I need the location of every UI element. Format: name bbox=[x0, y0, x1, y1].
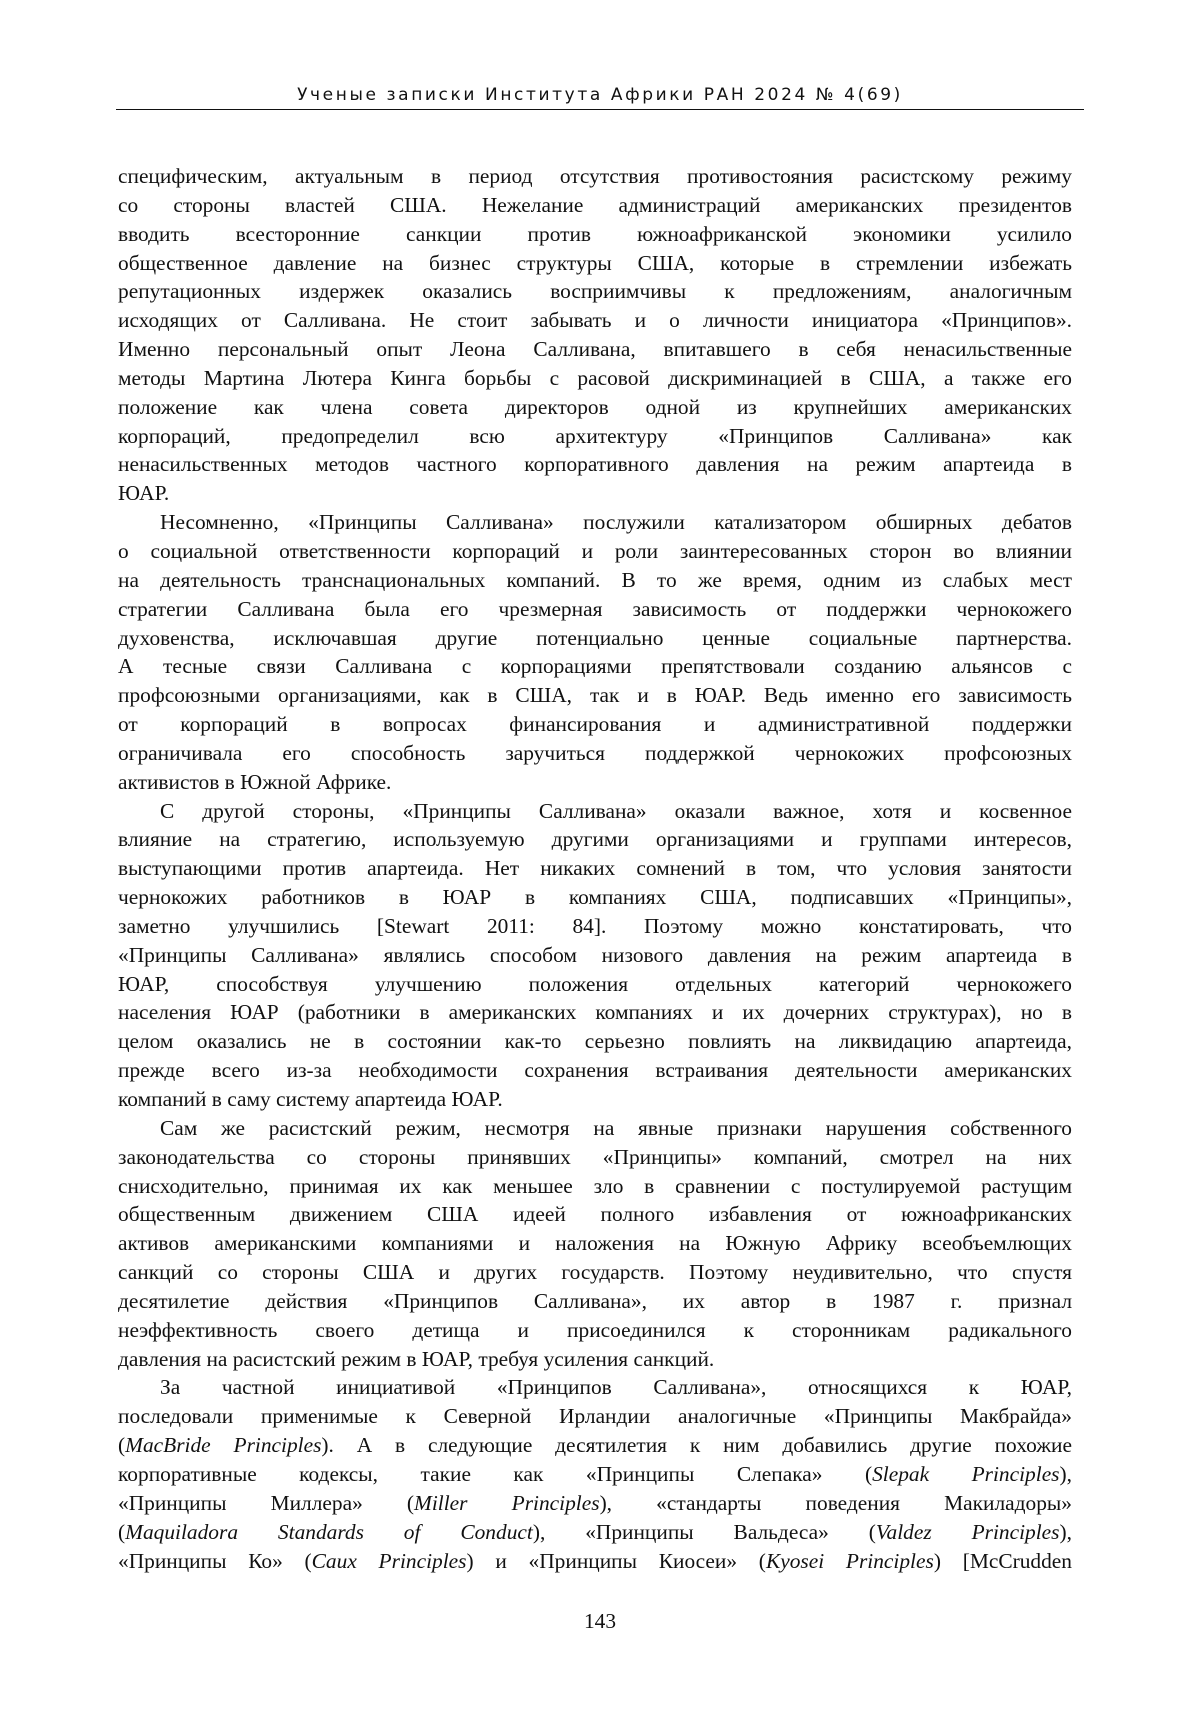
text-run: «Принципы Миллера» ( bbox=[118, 1490, 415, 1515]
text-run: ( bbox=[118, 1519, 126, 1544]
italic-term: Miller Principles bbox=[414, 1490, 600, 1515]
text-line: неэффективность своего детища и присоединился к сторонникам радикального bbox=[118, 1317, 1072, 1342]
text-line: За частной инициативой «Принципов Салливана», относящихся к ЮАР, bbox=[160, 1375, 1072, 1400]
text-line: «Принципы Салливана» являлись способом низового давления на режим апартеида в bbox=[118, 942, 1072, 967]
text-line: общественным движением США идеей полного избавления от южноафриканских bbox=[118, 1202, 1072, 1227]
text-line: ЮАР. bbox=[118, 481, 170, 506]
text-line: общественное давление на бизнес структуры США, которые в стремлении избежать bbox=[118, 250, 1072, 275]
text-run: ), «Принципы Вальдеса» ( bbox=[532, 1519, 876, 1544]
text-line bbox=[118, 1489, 1072, 1518]
text-line: целом оказались не в состоянии как-то серьезно повлиять на ликвидацию апартеида, bbox=[118, 1029, 1072, 1054]
text-line bbox=[118, 1460, 1072, 1489]
italic-term: Kyosei Principles bbox=[765, 1548, 934, 1573]
text-line: законодательства со стороны принявших «Принципы» компаний, смотрел на них bbox=[118, 1144, 1072, 1169]
text-run: ( bbox=[118, 1433, 126, 1458]
text-line: С другой стороны, «Принципы Салливана» оказали важное, хотя и косвенное bbox=[160, 798, 1072, 823]
page-number: 143 bbox=[583, 1609, 617, 1633]
header-rule bbox=[116, 109, 1084, 110]
italic-term: Caux Principles bbox=[311, 1548, 467, 1573]
text-line: вводить всесторонние санкции против южноафриканской экономики усилило bbox=[118, 221, 1072, 246]
text-line: А тесные связи Салливана с корпорациями препятствовали созданию альянсов с bbox=[118, 654, 1072, 679]
text-line: выступающими против апартеида. Нет никаких сомнений в том, что условия занятости bbox=[118, 856, 1072, 881]
text-line: прежде всего из-за необходимости сохранения встраивания деятельности американских bbox=[118, 1058, 1072, 1083]
paragraph bbox=[118, 1114, 1072, 1374]
text-line: компаний в саму систему апартеида ЮАР. bbox=[118, 1087, 503, 1111]
text-line: чернокожих работников в ЮАР в компаниях США, подписавших «Принципы», bbox=[118, 885, 1072, 910]
text-line bbox=[118, 1518, 1072, 1547]
text-run: ) и «Принципы Киосеи» ( bbox=[466, 1548, 766, 1573]
text-line: специфическим, актуальным в период отсутствия противостояния расистскому режиму bbox=[118, 164, 1072, 188]
text-line: исходящих от Салливана. Не стоит забывать и о личности инициатора «Принципов». bbox=[118, 308, 1072, 333]
text-line: методы Мартина Лютера Кинга борьбы с расовой дискриминацией в США, а также его bbox=[118, 365, 1072, 390]
text-run: ). А в следующие десятилетия к ним добавились другие похожие bbox=[321, 1433, 1072, 1458]
text-line: положение как члена совета директоров одной из крупнейших американских bbox=[118, 394, 1072, 419]
text-line: Несомненно, «Принципы Салливана» послужили катализатором обширных дебатов bbox=[160, 510, 1072, 535]
text-run: ), bbox=[1059, 1461, 1072, 1486]
text-line: ненасильственных методов частного корпоративного давления на режим апартеида в bbox=[118, 452, 1072, 477]
text-run: «Принципы Ко» ( bbox=[118, 1548, 312, 1573]
text-line: стратегии Салливана была его чрезмерная зависимость от поддержки чернокожего bbox=[118, 596, 1072, 621]
text-line: давления на расистский режим в ЮАР, требуя усиления санкций. bbox=[118, 1346, 715, 1371]
italic-term: Maquiladora Standards of Conduct bbox=[125, 1519, 533, 1544]
text-line: десятилетие действия «Принципов Салливана», их автор в 1987 г. признал bbox=[118, 1288, 1072, 1313]
italic-term: Valdez Principles bbox=[875, 1519, 1060, 1544]
text-run: ), bbox=[1059, 1519, 1072, 1544]
text-line: на деятельность транснациональных компаний. В то же время, одним из слабых мест bbox=[118, 567, 1072, 592]
running-header: Ученые записки Института Африки РАН 2024 № 4(69) bbox=[297, 85, 903, 105]
paragraph bbox=[118, 1373, 1072, 1575]
text-line: Сам же расистский режим, несмотря на явные признаки нарушения собственного bbox=[160, 1115, 1072, 1140]
italic-term: MacBride Principles bbox=[125, 1433, 322, 1458]
text-line: профсоюзными организациями, как в США, так и в ЮАР. Ведь именно его зависимость bbox=[118, 683, 1072, 708]
text-line: населения ЮАР (работники в американских компаниях и их дочерних структурах), но в bbox=[118, 1000, 1072, 1025]
text-line: ЮАР, способствуя улучшению положения отдельных категорий чернокожего bbox=[118, 971, 1072, 996]
text-run: ), «стандарты поведения Макиладоры» bbox=[599, 1490, 1072, 1515]
text-line: активистов в Южной Африке. bbox=[118, 769, 392, 794]
paragraph bbox=[118, 508, 1072, 796]
text-line: последовали применимые к Северной Ирландии аналогичные «Принципы Макбрайда» bbox=[118, 1404, 1072, 1429]
text-line: Именно персональный опыт Леона Салливана, впитавшего в себя ненасильственные bbox=[118, 337, 1072, 362]
text-line: снисходительно, принимая их как меньшее зло в сравнении с постулируемой растущим bbox=[118, 1173, 1072, 1198]
text-line: от корпораций в вопросах финансирования и административной поддержки bbox=[118, 712, 1072, 737]
paragraph bbox=[118, 162, 1072, 508]
text-line: репутационных издержек оказались восприимчивы к предложениям, аналогичным bbox=[118, 279, 1072, 304]
text-line bbox=[118, 1547, 1072, 1576]
text-line: активов американскими компаниями и наложения на Южную Африку всеобъемлющих bbox=[118, 1231, 1072, 1256]
text-run: корпоративные кодексы, такие как «Принципы Слепака» ( bbox=[118, 1461, 873, 1486]
paragraph bbox=[118, 797, 1072, 1114]
text-line bbox=[118, 1431, 1072, 1460]
article-body bbox=[118, 162, 1072, 1575]
text-line: духовенства, исключавшая другие потенциально ценные социальные партнерства. bbox=[118, 625, 1072, 650]
text-line: корпораций, предопределил всю архитектуру «Принципов Салливана» как bbox=[118, 423, 1072, 448]
text-run: ) [McCrudden bbox=[933, 1548, 1072, 1573]
text-line: влияние на стратегию, используемую другими организациями и группами интересов, bbox=[118, 827, 1072, 852]
italic-term: Slepak Principles bbox=[872, 1461, 1060, 1486]
text-line: заметно улучшились [Stewart 2011: 84]. Поэтому можно констатировать, что bbox=[118, 913, 1072, 938]
text-line: со стороны властей США. Нежелание администраций американских президентов bbox=[118, 192, 1072, 217]
text-line: санкций со стороны США и других государств. Поэтому неудивительно, что спустя bbox=[118, 1260, 1072, 1285]
text-line: о социальной ответственности корпораций и роли заинтересованных сторон во влиянии bbox=[118, 538, 1072, 563]
text-line: ограничивала его способность заручиться поддержкой чернокожих профсоюзных bbox=[118, 740, 1072, 765]
